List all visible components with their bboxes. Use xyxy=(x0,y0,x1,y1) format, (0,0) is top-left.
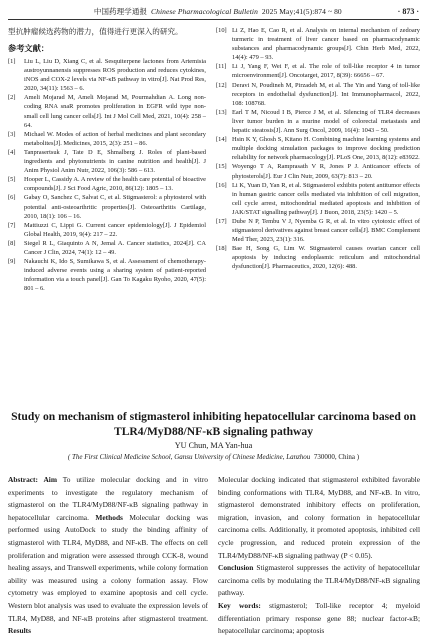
affiliation-school: ( The First Clinical Medicine School, Gansu University of Chinese Medicine, Lanzhou xyxy=(67,453,311,461)
reference-item xyxy=(8,239,206,257)
reference-number: [17] xyxy=(216,217,227,225)
reference-number: [1] xyxy=(8,58,16,65)
reference-item xyxy=(8,257,206,293)
abstract-methods: Molecular docking was performed using AutoDock to study the binding affinity of stigmasterol with TLR4, MyD88, and NF-κB. The effects on cell proliferation and migration were assessed through CCK-8, wound healing assays, and Transwell experiments, while colony formation ability was measured using a colony formation assay. Flow cytometry was employed to examine apoptosis and cell cycle. Western blot analysis was used to evaluate the expression levels of TLR4, MyD88, and NF-κB proteins after stigmasterol treatment. xyxy=(8,512,209,623)
reference-number: [5] xyxy=(8,176,16,184)
conclusion-label: Conclusion xyxy=(218,563,254,573)
reference-text: Li J, Yang F, Wei F, et al. The role of toll-like receptor 4 in tumor microenvironment[J]. Oncotarget, 2017, 8(39): 66656 – 67. xyxy=(232,63,420,80)
abstract-keywords: stigmasterol; Toll-like receptor 4; myeloid differentiation primary response gene 88; nuclear factor-κB; hepatocellular carcinoma; apoptosis xyxy=(218,600,420,636)
reference-number: [4] xyxy=(8,148,16,156)
right-column xyxy=(216,26,420,272)
results-label: Results xyxy=(8,626,31,636)
reference-item xyxy=(216,217,420,244)
reference-item xyxy=(8,221,206,239)
page-number: · 873 · xyxy=(397,7,419,16)
journal-line xyxy=(38,6,398,17)
abstract-left xyxy=(8,474,208,636)
reference-number: [7] xyxy=(8,221,16,229)
affiliation-postal: 730000, China ) xyxy=(313,453,360,461)
reference-number: [18] xyxy=(216,245,227,253)
reference-number: [8] xyxy=(8,239,16,247)
abstract-conclusion: Stigmasterol suppresses the activity of hepatocellular carcinoma cells by modulating the TLR4/MyD88/NF-κB signaling pathway. xyxy=(218,563,420,598)
reference-text: Mattiuzzi C, Lippi G. Current cancer epidemiology[J]. J Epidemiol Global Health, 2019, 9(4): 217 – 22. xyxy=(24,221,206,238)
journal-name-en: Chinese Pharmacological Bulletin xyxy=(151,7,258,16)
journal-name-cn: 中国药理学通报 xyxy=(93,7,148,16)
reference-item xyxy=(216,162,420,180)
reference-text: Liu L, Liu D, Xiang C, et al. Sesquiterpene lactones from Artemisia austroyunnanensis suppresses ROS production and reduces cytokines, iNOS and COX-2 levels via NF-κB pathway in vitro[J]. Nat Prod Res, 2020, 34(11): 1563 – 6. xyxy=(24,58,206,93)
reference-item xyxy=(216,135,420,162)
reference-text: Li K, Yuan D, Yan R, et al. Stigmasterol exhibits potent antitumor effects in human gastric cancer cells mediated via inhibition of cell migration, cell cycle arrest, mitochondrial mediated apoptosis and inhibition of JAK/STAT signalling pathway[J]. J Buon, 2018, 23(5): 1420 – 5. xyxy=(232,181,420,216)
reference-text: Earl T M, Nicoud I B, Pierce J M, et al. Silencing of TLR4 decreases liver tumor burden in a murine model of colorectal metastasis and hepatic steatosis[J]. Ann Surg Oncol, 2009, 16(4): 1043 – 50. xyxy=(232,108,420,135)
references-list-left xyxy=(8,57,206,293)
reference-text: Nakauchi K, Ido S, Sumikawa S, et al. Assessment of chemotherapy-induced adverse events using a sharing system of patient-reported information via a touch panel[J]. Gan To Kagaku Ryoho, 2020, 47(5): 801 – 6. xyxy=(24,258,206,293)
reference-item xyxy=(216,244,420,271)
reference-number: [14] xyxy=(216,136,227,144)
reference-item xyxy=(8,193,206,220)
reference-text: Siegel R L, Giaquinto A N, Jemal A. Cancer statistics, 2024[J]. CA Cancer J Clin, 2024, 74(1): 12 – 49. xyxy=(24,239,206,256)
reference-item xyxy=(8,57,206,93)
reference-text: Bae H, Song G, Lim W. Stigmasterol causes ovarian cancer cell apoptosis by inducing endoplasmic reticulum and mitochondrial dysfunction[J]. Pharmaceutics, 2020, 12(6): 488. xyxy=(232,245,420,271)
reference-number: [9] xyxy=(8,258,16,266)
reference-text: Tanprasertsuk J, Tate D E, Shmalberg J. Roles of plant-based ingredients and phytonutrients in canine nutrition and health[J]. J Anim Physiol Anim Nutr, 2022, 106(3): 586 – 613. xyxy=(24,148,206,175)
reference-number: [12] xyxy=(216,81,227,89)
references-title: 参考文献： xyxy=(8,43,49,53)
reference-item xyxy=(216,26,420,62)
reference-text: Ameli Mojarad M, Ameli Mojarad M, Pourmahdian A. Long non-coding RNA snaR promotes proliferation in EGFR wild type non-small cell lung cancer cells[J]. Int J Mol Cell Med, 2021, 10(4): 258 – 64. xyxy=(24,94,206,129)
reference-text: Dube N P, Tembu V J, Nyemba G R, et al. In vitro cytotoxic effect of stigmasterol derivatives against breast cancer cells[J]. BMC Complement Med Ther, 2023, 23(1): 316. xyxy=(232,217,420,244)
reference-text: Hooper L, Cassidy A. A review of the health care potential of bioactive compounds[J]. J Sci Food Agric, 2010, 86(12): 1805 – 13. xyxy=(24,176,206,193)
abstract-aim: To utilize molecular docking and in vitro experiments to investigate the regulatory mechanism of stigmasterol on the TLR4/MyD88/NF-κB signaling pathway in hepatocellular carcinoma. xyxy=(8,475,208,522)
reference-number: [11] xyxy=(216,63,227,71)
reference-item xyxy=(8,148,206,175)
methods-label: Methods xyxy=(95,512,123,522)
reference-number: [2] xyxy=(8,94,16,102)
affiliation xyxy=(0,453,427,461)
reference-number: [6] xyxy=(8,194,16,202)
reference-text: Michael W. Modes of action of herbal medicines and plant secondary metabolites[J]. Medicines, 2015, 2(3): 251 – 86. xyxy=(24,130,206,147)
reference-item xyxy=(8,93,206,129)
references-list-right xyxy=(216,26,420,272)
reference-item xyxy=(216,108,420,135)
abstract-label: Abstract: Aim xyxy=(8,475,57,484)
reference-text: Deravi N, Poudineh M, Pirzadeh M, et al. The Yin and Yang of toll-like receptors in endothelial dysfunction[J]. Int Immunopharmacol, 2022, 108: 108768. xyxy=(232,81,420,107)
abstract-right xyxy=(218,474,420,636)
abstract-results: Molecular docking indicated that stigmasterol exhibited favorable binding conformations with TLR4, MyD88, and NF-κB. In vitro, stigmasterol demonstrated inhibitory effects on proliferation, migration, invasion, and colony formation in hepatocellular carcinoma cells. Additionally, it promoted apoptosis, inhibited cell cycle progression, and reduced protein expression of the TLR4/MyD88/NF-κB signaling pathway (P < 0.05). xyxy=(218,475,420,560)
reference-number: [13] xyxy=(216,108,227,116)
reference-text: Woyengo T A, Ramprasath V R, Jones P J. Anticancer effects of phytosterols[J]. Eur J Clin Nutr, 2009, 63(7): 813 – 20. xyxy=(232,163,420,180)
reference-text: Gabay O, Sanchez C, Salvat C, et al. Stigmasterol: a phytosterol with potential anti-osteoarthritic properties[J]. Osteoarthritis Cartilage, 2010, 18(1): 106 – 16. xyxy=(24,194,206,220)
reference-number: [10] xyxy=(216,27,227,34)
running-header xyxy=(8,6,419,20)
left-column xyxy=(8,26,206,293)
continued-text: 型抗肿瘤候选药物的潜力，值得进行更深入的研究。 xyxy=(8,27,183,36)
reference-number: [15] xyxy=(216,163,227,171)
reference-item xyxy=(8,130,206,148)
authors: YU Chun, MA Yan-hua xyxy=(174,441,253,450)
reference-number: [3] xyxy=(8,130,16,138)
keywords-label: Key words: xyxy=(218,600,261,610)
english-title: Study on mechanism of stigmasterol inhibiting hepatocellular carcinoma based on TLR4/MyD88/NF-κB signaling pathway xyxy=(11,410,416,438)
reference-text: Hsin K Y, Ghosh S, Kitano H. Combining machine learning systems and multiple docking simulation packages to improve docking prediction reliability for network pharmacology[J]. PLoS One, 2013, 8(12): e83922. xyxy=(232,136,420,162)
reference-number: [16] xyxy=(216,181,227,189)
reference-item xyxy=(216,181,420,217)
reference-text: Li Z, Hao E, Cao R, et al. Analysis on internal mechanism of zedoary turmeric in treatment of liver cancer based on pharmacodynamic substances and pharmacodynamic groups[J]. Chin Herb Med, 2022, 14(4): 479 – 93. xyxy=(232,27,420,62)
reference-item xyxy=(8,175,206,193)
journal-issue: 2025 May;41(5):874 ~ 80 xyxy=(261,7,342,16)
reference-item xyxy=(216,62,420,80)
reference-item xyxy=(216,81,420,108)
